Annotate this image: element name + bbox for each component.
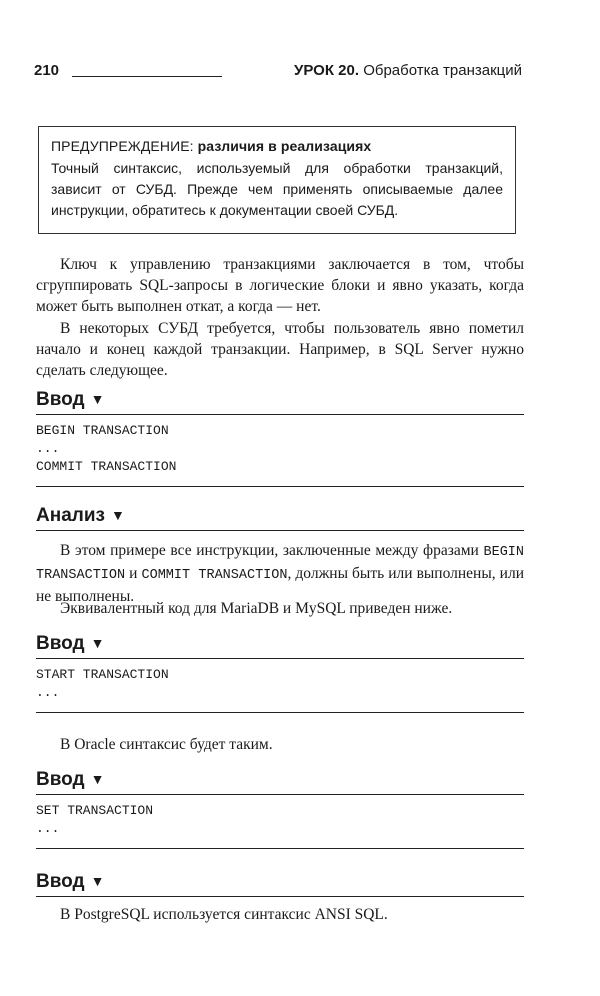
section-rule xyxy=(36,530,524,531)
input-label: Ввод xyxy=(36,871,85,892)
input-heading-1 xyxy=(36,388,104,411)
input-heading-3 xyxy=(36,768,104,791)
triangle-down-icon: ▼ xyxy=(110,507,125,523)
triangle-down-icon: ▼ xyxy=(90,873,105,889)
analysis-text-after: , должны быть или выполнены, или не выполнены. xyxy=(36,565,525,605)
warning-heading xyxy=(51,136,503,157)
section-rule xyxy=(36,896,524,897)
triangle-down-icon: ▼ xyxy=(90,391,105,407)
warning-text: Точный синтаксис, используемый для обработки транзакций, зависит от СУБД. Прежде чем применять описываемые далее инструкции, обратитесь к документации своей СУБД. xyxy=(51,160,503,218)
header-rule xyxy=(72,76,222,77)
input-label: Ввод xyxy=(36,633,85,654)
warning-title: различия в реализациях xyxy=(197,138,372,154)
input-section-1 xyxy=(36,388,524,474)
code-block-2 xyxy=(36,666,169,702)
warning-label: ПРЕДУПРЕЖДЕНИЕ: xyxy=(51,138,194,154)
code-line: BEGIN TRANSACTION xyxy=(36,423,169,438)
input-section-4 xyxy=(36,870,524,893)
code-end-rule xyxy=(36,486,524,487)
section-rule xyxy=(36,414,524,415)
code-line: COMMIT TRANSACTION xyxy=(36,459,177,474)
chapter-name: Обработка транзакций xyxy=(363,62,522,79)
input-heading-2 xyxy=(36,632,104,655)
running-header xyxy=(34,62,522,84)
analysis-paragraph-2: Эквивалентный код для MariaDB и MySQL приведен ниже. xyxy=(60,600,453,617)
oracle-paragraph: В Oracle синтаксис будет таким. xyxy=(60,736,273,753)
analysis-heading xyxy=(36,504,125,527)
code-line: ... xyxy=(36,685,60,700)
code-line: ... xyxy=(36,441,60,456)
code-line: START TRANSACTION xyxy=(36,667,169,682)
warning-box xyxy=(38,126,516,234)
lesson-label: УРОК 20. xyxy=(294,62,360,79)
code-block-1 xyxy=(36,422,176,476)
analysis-text-before: В этом примере все инструкции, заключенные между фразами xyxy=(60,542,479,559)
section-rule xyxy=(36,658,524,659)
code-line: SET TRANSACTION xyxy=(36,803,154,818)
analysis-paragraph xyxy=(36,540,524,607)
analysis-label: Анализ xyxy=(36,505,105,526)
code-end-rule xyxy=(36,848,524,849)
triangle-down-icon: ▼ xyxy=(90,771,105,787)
code-block-3 xyxy=(36,802,153,838)
code-line: ... xyxy=(36,821,60,836)
section-rule xyxy=(36,794,524,795)
analysis-conj: и xyxy=(125,565,142,582)
analysis-section xyxy=(36,504,524,527)
chapter-title xyxy=(294,62,522,79)
inline-code-commit: COMMIT TRANSACTION xyxy=(141,568,288,583)
postgres-paragraph: В PostgreSQL используется синтаксис ANSI SQL. xyxy=(60,906,388,923)
page-number: 210 xyxy=(34,62,60,79)
input-label: Ввод xyxy=(36,769,85,790)
code-end-rule xyxy=(36,712,524,713)
triangle-down-icon: ▼ xyxy=(90,635,105,651)
input-section-3 xyxy=(36,768,524,836)
paragraph-1: Ключ к управлению транзакциями заключается в том, чтобы сгруппировать SQL-запросы в логические блоки и явно указать, когда может быть выполнен откат, а когда — нет. xyxy=(36,256,524,315)
inline-code-begin: BEGIN TRANSACTION xyxy=(36,545,525,583)
input-label: Ввод xyxy=(36,389,85,410)
input-heading-4 xyxy=(36,870,104,893)
input-section-2 xyxy=(36,632,524,700)
paragraph-2: В некоторых СУБД требуется, чтобы пользователь явно пометил начало и конец каждой транзакции. Например, в SQL Server нужно сделать следующее. xyxy=(36,320,524,379)
